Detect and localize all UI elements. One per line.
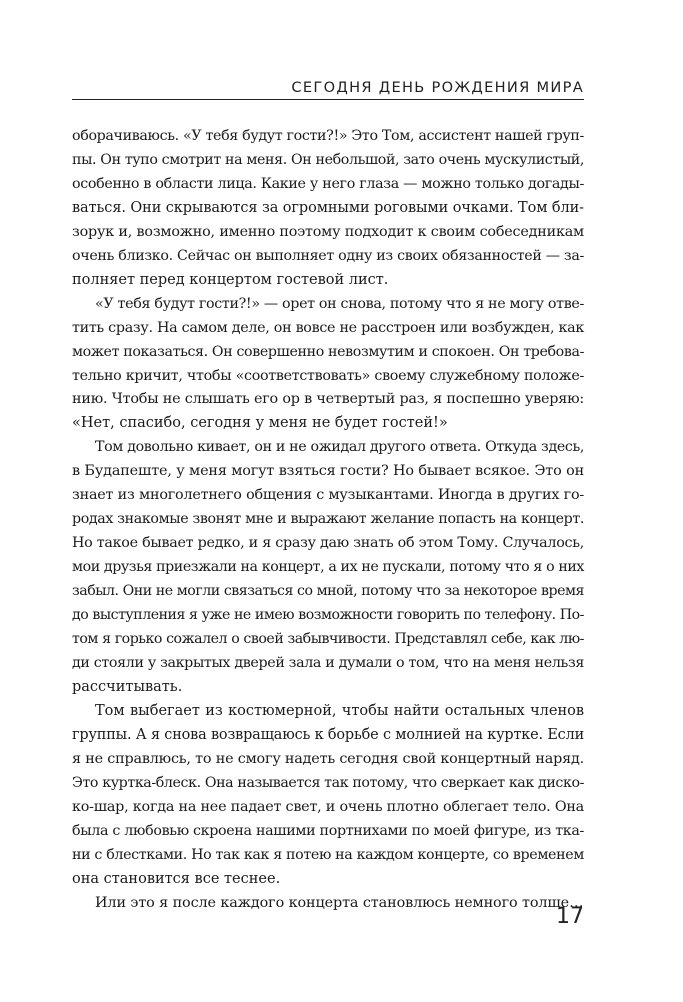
text-line: группы. А я снова возвращаюсь к борьбе с молнией на куртке. Если	[72, 726, 585, 743]
text-line: зорук и, возможно, именно поэтому подходит к своим собеседникам	[72, 223, 584, 240]
text-line: «У тебя будут гости?!» — орет он снова, потому что я не могу отве-	[95, 295, 584, 312]
text-line: «Нет, спасибо, сегодня у меня не будет гостей!»	[72, 415, 448, 432]
text-line: я не справлюсь, то не смогу надеть сегодня свой концертный наряд.	[72, 750, 584, 767]
text-line: забыл. Они не могли связаться со мной, потому что за некоторое время	[72, 583, 584, 600]
text-line: может показаться. Он совершенно невозмутим и спокоен. Он требова-	[72, 343, 584, 360]
paragraph	[72, 436, 584, 699]
text-line: Но такое бывает редко, и я сразу даю знать об этом Тому. Случалось,	[72, 535, 584, 552]
text-line: была с любовью скроена нашими портнихами по моей фигуре, из тка-	[72, 822, 584, 839]
text-line: очень близко. Сейчас он выполняет одну из своих обязанностей — за-	[72, 247, 584, 264]
text-line: пы. Он тупо смотрит на меня. Он небольшой, зато очень мускулистый,	[72, 151, 584, 168]
text-line: оборачиваюсь. «У тебя будут гости?!» Это Том, ассистент нашей груп-	[72, 128, 584, 144]
text-line: родах знакомые звонят мне и выражают желание попасть на концерт.	[72, 511, 584, 528]
text-line: Это куртка-блеск. Она называется так потому, что сверкает как диско-	[72, 774, 584, 791]
text-line: ко-шар, когда на нее падает свет, и очень плотно облегает тело. Она	[72, 798, 584, 815]
body-text	[72, 125, 584, 915]
text-line: тельно кричит, чтобы «соответствовать» своему служебному положе-	[72, 367, 584, 384]
text-line: Том выбегает из костюмерной, чтобы найти остальных членов	[95, 702, 584, 719]
text-line: нию. Чтобы не слышать его ор в четвертый раз, я поспешно уверяю:	[72, 391, 585, 408]
text-line: ни с блестками. Но так как я потею на каждом концерте, со временем	[72, 846, 584, 863]
header-rule	[72, 99, 584, 100]
text-line: Или это я после каждого концерта становлюсь немного толще…	[95, 894, 584, 911]
text-line: ди стояли у закрытых дверей зала и думали о том, что на меня нельзя	[72, 654, 584, 671]
paragraph	[72, 125, 584, 293]
text-line: том я горько сожалел о своей забывчивости. Представлял себе, как лю-	[72, 631, 584, 648]
paragraph	[72, 700, 584, 892]
text-line: знает из многолетнего общения с музыкантами. Иногда в других го-	[72, 487, 584, 504]
text-line: ваться. Они скрываются за огромными роговыми очками. Том бли-	[72, 199, 584, 216]
text-line: до выступления я уже не имею возможности говорить по телефону. По-	[72, 607, 584, 624]
text-line: полняет перед концертом гостевой лист.	[72, 271, 389, 288]
text-line: в Будапеште, у меня могут взяться гости? Но бывает всякое. Это он	[72, 463, 584, 480]
text-line: мои друзья приезжали на концерт, а их не пускали, потому что я о них	[72, 559, 584, 576]
text-line: тить сразу. На самом деле, он вовсе не расстроен или возбужден, как	[72, 319, 584, 336]
paragraph	[72, 293, 584, 437]
running-head: СЕГОДНЯ ДЕНЬ РОЖДЕНИЯ МИРА	[291, 79, 584, 96]
page-number: 17	[556, 904, 584, 929]
text-line: она становится все теснее.	[72, 870, 281, 887]
text-line: особенно в области лица. Какие у него глаза — можно только догады-	[72, 175, 584, 192]
paragraph	[72, 892, 584, 916]
text-line: рассчитывать.	[72, 678, 183, 695]
text-line: Том довольно кивает, он и не ожидал другого ответа. Откуда здесь,	[95, 439, 584, 456]
